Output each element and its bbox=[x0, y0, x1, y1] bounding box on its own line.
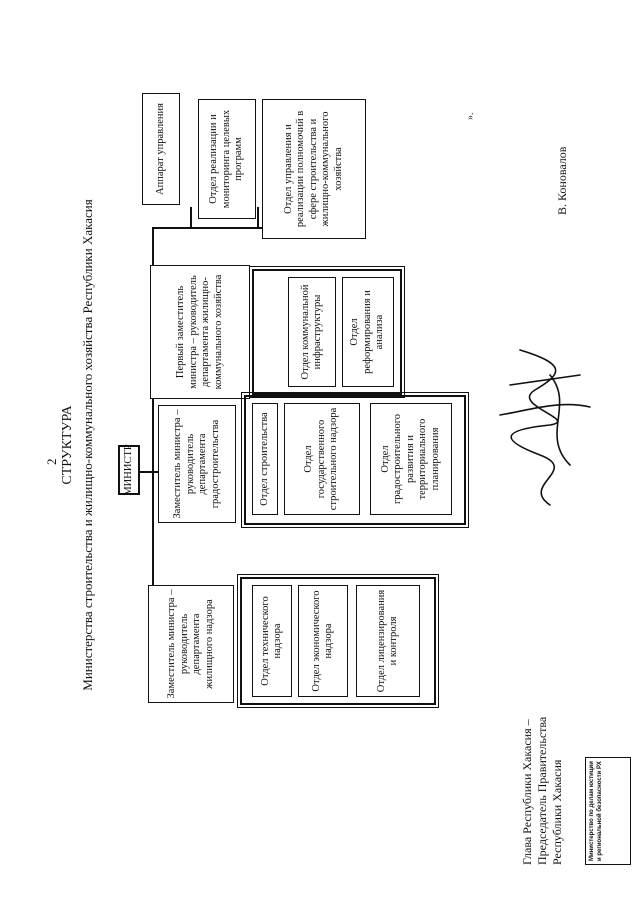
branch-head-housing-communal bbox=[150, 265, 250, 399]
unit-reform-analysis bbox=[342, 277, 394, 387]
unit-label: Отдел градостроительного развития и территориального планирования bbox=[379, 414, 441, 505]
connector-line bbox=[190, 207, 192, 229]
unit-label: Отдел экономического надзора bbox=[310, 590, 334, 692]
unit-licensing-control bbox=[356, 585, 420, 697]
unit-label: Отдел коммунальной инфраструктуры bbox=[299, 284, 323, 380]
page-number: 2 bbox=[44, 458, 59, 465]
unit-label: Отдел технического надзора bbox=[259, 596, 283, 686]
programs-label: Отдел реализации и мониторинга целевых программ bbox=[208, 109, 245, 209]
powers-box bbox=[262, 99, 366, 239]
unit-label: Отдел строительства bbox=[258, 412, 270, 506]
margin-mark: ». bbox=[465, 112, 476, 120]
unit-technical-supervision bbox=[252, 585, 292, 697]
programs-box bbox=[198, 99, 256, 219]
signatory-name: В. Коновалов bbox=[555, 146, 569, 215]
unit-label: Отдел реформирования и анализа bbox=[349, 290, 386, 374]
connector-line bbox=[257, 207, 259, 229]
unit-state-construction-supervision bbox=[284, 403, 360, 515]
unit-label: Отдел лицензирования и контроля bbox=[375, 589, 399, 693]
unit-label: Отдел государственного строительного надзора bbox=[303, 407, 340, 511]
signatory-position bbox=[520, 717, 565, 865]
unit-communal-infrastructure bbox=[288, 277, 336, 387]
minister-box bbox=[118, 445, 140, 495]
document-title: СТРУКТУРА bbox=[60, 405, 75, 485]
apparatus-box bbox=[142, 93, 180, 205]
minister-label: МИНИСТР bbox=[122, 444, 134, 496]
position-line: Глава Республики Хакасия – bbox=[520, 719, 534, 865]
branch-head-housing-supervision bbox=[148, 585, 234, 703]
branch-head-label: Первый заместитель министра – руководитель департамента жилищно-коммунального хозяйства bbox=[175, 274, 224, 390]
branch-head-urban-planning bbox=[158, 405, 236, 523]
unit-urban-development bbox=[370, 403, 452, 515]
branch-head-label: Заместитель министра – руководитель департамента жилищного надзора bbox=[166, 589, 215, 699]
branch-head-label: Заместитель министра – руководитель департамента градостроительства bbox=[172, 409, 221, 519]
connector-line bbox=[138, 471, 153, 473]
powers-label: Отдел управления и реализации полномочий в сфере строительства и жилищно-коммунального хозяйства bbox=[282, 110, 344, 228]
document-subtitle: Министерства строительства и жилищно-коммунального хозяйства Республики Хакасия bbox=[80, 199, 95, 691]
registration-stamp: Министерство по делам юстиции и региональной безопасности РХ bbox=[585, 757, 631, 865]
position-line: Председатель Правительства bbox=[535, 716, 549, 865]
apparatus-label: Аппарат управления bbox=[154, 103, 166, 195]
unit-economic-supervision bbox=[298, 585, 348, 697]
position-line: Республики Хакасия bbox=[550, 759, 564, 865]
handwritten-signature bbox=[480, 325, 600, 525]
unit-construction bbox=[252, 403, 278, 515]
